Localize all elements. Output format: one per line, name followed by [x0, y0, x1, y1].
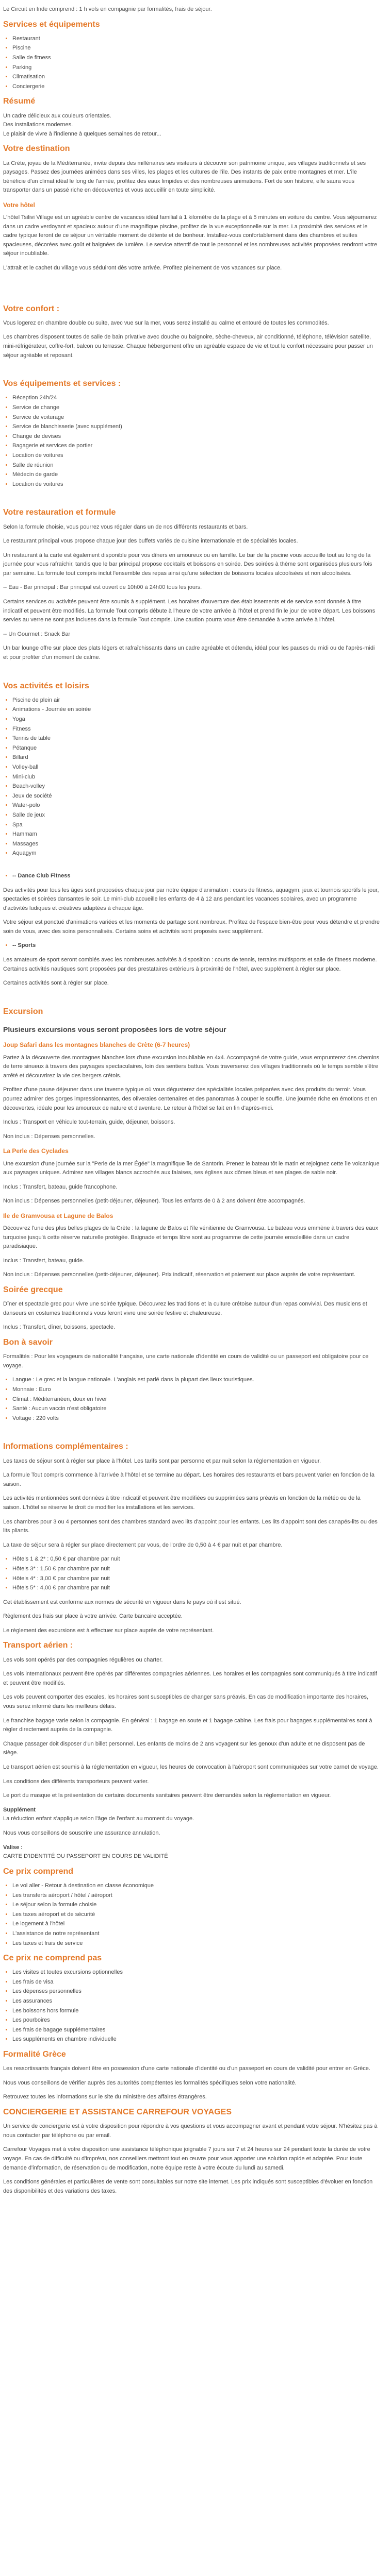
list-item: • Les boissons hors formule [12, 2007, 380, 2016]
list-item: • Jeux de société [12, 792, 380, 801]
list-item: • Hammam [12, 830, 380, 839]
activities-section [3, 681, 380, 988]
excursion-paragraph: Inclus : Transfert, bateau, guide. [3, 1257, 85, 1264]
list-item: • Monnaie : Euro [12, 1385, 380, 1395]
transport-paragraph: Nous vous conseillons de souscrire une assurance annulation. [3, 1829, 160, 1836]
list-item: • Le vol aller - Retour à destination en classe économique [12, 1882, 380, 1891]
restauration-paragraph: Selon la formule choisie, vous pourrez vous régaler dans un de nos différents restaurants et bars. [3, 523, 248, 530]
list-item: • Hôtels 3* : 1,50 € par chambre par nuit [12, 1565, 380, 1574]
destination-paragraph: La Crète, joyau de la Méditerranée, invite depuis des millénaires ses visiteurs à découvrir son patrimoine unique, ses villages traditionnels et ses paysages. Passez des journées animées dans ses villes, les plages et les cultures de l'île. Des instants de paix entre montagnes et mer. L'île bénéficie d'un climat idéal le long de l'année, profitez des eaux limpides et des nombreuses animations. Fort de son histoire, elle saura vous transporter dans un passé riche en découvertes et vous accueillir en toute simplicité. [3, 160, 366, 194]
list-item: • Les transferts aéroport / hôtel / aéroport [12, 1891, 380, 1901]
list-item: • Les frais de visa [12, 1978, 380, 1987]
list-item: • Les taxes et frais de service [12, 1939, 380, 1948]
transport-paragraph: Chaque passager doit disposer d'un billet personnel. Les enfants de moins de 2 ans voyagent sur les genoux d'un adulte et ne disposent pas de siège. [3, 1740, 365, 1756]
services-section [3, 20, 380, 92]
list-item: • Hôtels 1 & 2* : 0,50 € par chambre par nuit [12, 1555, 380, 1564]
activities-sub-list [3, 872, 380, 881]
list-item: • Aquagym [12, 849, 380, 858]
transport-section [3, 1640, 380, 1861]
list-item: • Service de change [12, 403, 380, 413]
transport-paragraph: Les conditions des différents transporteurs peuvent varier. [3, 1778, 149, 1785]
transport-paragraph: Le port du masque et la présentation de certains documents sanitaires peuvent être demandés selon la réglementation en vigueur. [3, 1792, 331, 1799]
conciergerie-paragraph: Les conditions générales et particulières de vente sont consultables sur notre site internet. Les prix indiqués sont susceptibles d'évoluer en fonction des disponibilités et des variations des taxes. [3, 2179, 373, 2194]
restauration-label: -- Un Gourmet : Snack Bar [3, 631, 71, 637]
list-item: • Piscine [12, 44, 380, 53]
list-item: • -- Sports [12, 941, 380, 951]
excursion-section [3, 1007, 380, 1280]
bon-savoir-section [3, 1337, 380, 1423]
excursion-title: Excursion [3, 1007, 43, 1016]
resume-title: Résumé [3, 97, 36, 106]
list-item: • Animations - Journée en soirée [12, 705, 380, 715]
list-item: • Salle de jeux [12, 811, 380, 820]
excursion-paragraph: Profitez d'une pause déjeuner dans une taverne typique où vous dégusterez des spécialités locales préparées avec des produits du terroir. Vous pourrez admirer des gorges impressionnantes, des oliveraies centenaires et des panoramas à couper le souffle. Une journée riche en émotions et en découvertes, idéale pour les amoureux de nature et d'aventure. Le retour à l'hôtel se fait en fin d'après-midi. [3, 1087, 377, 1111]
restauration-title: Votre restauration et formule [3, 508, 116, 517]
resume-paragraph: Un cadre délicieux aux couleurs orientales. [3, 112, 111, 119]
excursion-paragraph: Inclus : Transport en véhicule tout-terrain, guide, déjeuner, boissons. [3, 1119, 175, 1126]
list-item: • Langue : Le grec et la langue nationale. L'anglais est parlé dans la plupart des lieux touristiques. [12, 1376, 380, 1385]
list-item: • Service de blanchisserie (avec supplément) [12, 422, 380, 432]
transport-label: Supplément [3, 1806, 36, 1813]
comfort-title: Votre confort : [3, 304, 60, 313]
conciergerie-paragraph: Carrefour Voyages met à votre disposition une assistance téléphonique joignable 7 jours sur 7 et 24 heures sur 24 pendant toute la durée de votre voyage. En cas de difficulté ou d'imprévu, nos conseillers mettront tout en œuvre pour vous apporter une solution rapide et adaptée. Pour toute demande d'information, de réservation ou de modification, notre équipe reste à votre écoute du lundi au samedi. [3, 2146, 370, 2171]
not-included-section [3, 1953, 380, 2044]
transport-paragraph: Le franchise bagage varie selon la compagnie. En général : 1 bagage en soute et 1 bagage cabine. Les frais pour bagages supplémentaires sont à régler directement auprès de la compagnie. [3, 1717, 372, 1733]
list-item: • L'assistance de notre représentant [12, 1929, 380, 1939]
list-item: • Les visites et toutes excursions optionnelles [12, 1968, 380, 1977]
excursion-paragraph: Inclus : Transfert, bateau, guide francophone. [3, 1183, 118, 1190]
bon-savoir-paragraph: Formalités : Pour les voyageurs de nationalité française, une carte nationale d'identité en cours de validité ou un passeport est obligatoire pour ce voyage. [3, 1353, 369, 1369]
destination-section [3, 144, 380, 273]
transport-paragraph: Les vols peuvent comporter des escales, les horaires sont susceptibles de changer sans préavis. En cas de modification importante des horaires, vous serez informé dans les meilleurs délais. [3, 1694, 369, 1710]
bon-savoir-list [3, 1376, 380, 1423]
not-included-title: Ce prix ne comprend pas [3, 1954, 102, 1963]
formalite-title: Formalité Grèce [3, 2050, 66, 2059]
conciergerie-title: CONCIERGERIE ET ASSISTANCE CARREFOUR VOYAGES [3, 2108, 232, 2117]
list-item: • Yoga [12, 715, 380, 724]
restauration-paragraph: Un restaurant à la carte est également disponible pour vos dîners en amoureux ou en famille. Le bar de la piscine vous accueille tout au long de la journée pour vous rafraîchir, tandis que le bar principal propose cocktails et boissons en soirée. Des soirées à thème sont organisées plusieurs fois par semaine. La formule tout compris inclut l'ensemble des repas ainsi qu'une sélection de boissons locales alcoolisées et non alcoolisées. [3, 552, 372, 577]
excursion-paragraph: Non inclus : Dépenses personnelles. [3, 1133, 95, 1140]
list-item: • Hôtels 4* : 3,00 € par chambre par nuit [12, 1574, 380, 1584]
included-section [3, 1867, 380, 1948]
activities-paragraph: Votre séjour est ponctué d'animations variées et les moments de partage sont nombreux. Profitez de l'espace bien-être pour vous détendre et prendre soin de vous, avec des soins personnalisés. Certains soins et activités sont proposés avec supplément. [3, 919, 380, 935]
list-item: • Spa [12, 821, 380, 830]
equipment-title: Vos équipements et services : [3, 379, 121, 388]
soiree-title: Soirée grecque [3, 1285, 63, 1295]
transport-label: Valise : [3, 1844, 23, 1851]
transport-paragraph: Les vols internationaux peuvent être opérés par différentes compagnies aériennes. Les horaires et les compagnies sont communiqués à titre indicatif et peuvent être modifiés. [3, 1671, 377, 1686]
excursion-heading: La Perle des Cyclades [3, 1147, 69, 1155]
list-item: • Les assurances [12, 1997, 380, 2006]
formalite-paragraph: Les ressortissants français doivent être en possession d'une carte nationale d'identité ou d'un passeport en cours de validité pour entrer en Grèce. [3, 2065, 370, 2072]
excursion-heading: Ile de Gramvousa et Lagune de Balos [3, 1212, 113, 1219]
list-item: • Parking [12, 63, 380, 73]
list-item: • Santé : Aucun vaccin n'est obligatoire [12, 1404, 380, 1414]
excursion-paragraph: Non inclus : Dépenses personnelles (petit-déjeuner, déjeuner). Tous les enfants de 0 à 2 ans doivent être accompagnés. [3, 1198, 305, 1205]
restauration-label: -- Eau - Bar principal : Bar principal est ouvert de 10h00 à 24h00 tous les jours. [3, 584, 202, 591]
infos-paragraph: Le règlement des excursions est à effectuer sur place auprès de votre représentant. [3, 1627, 214, 1634]
list-item: • Water-polo [12, 801, 380, 810]
intro-text: Le Circuit en Inde comprend : 1 h vols en compagnie par formalités, frais de séjour. [3, 6, 212, 12]
list-item: • Conciergerie [12, 82, 380, 92]
list-item: • Les taxes aéroport et de sécurité [12, 1910, 380, 1920]
restauration-paragraph: Le restaurant principal vous propose chaque jour des buffets variés de cuisine internationale et de spécialités locales. [3, 538, 298, 545]
equipment-list [3, 394, 380, 489]
list-item: • Les dépenses personnelles [12, 1987, 380, 1996]
activities-paragraph: Certaines activités sont à régler sur place. [3, 980, 109, 987]
infos-section [3, 1442, 380, 1635]
excursion-paragraph: Une excursion d'une journée sur la "Perle de la mer Égée" la magnifique île de Santorin. Prenez le bateau tôt le matin et rejoignez cette île volcanique aux paysages uniques. Admirez ses villages blancs accrochés aux falaises, ses églises aux dômes bleus et ses plages de sable noir. [3, 1160, 380, 1176]
list-item: • Location de voitures [12, 451, 380, 461]
bon-savoir-title: Bon à savoir [3, 1338, 53, 1347]
list-item: • Bagagerie et services de portier [12, 442, 380, 451]
list-item: • Salle de fitness [12, 54, 380, 63]
soiree-section [3, 1285, 380, 1332]
activities-list [3, 696, 380, 858]
restauration-section [3, 507, 380, 662]
tax-list [3, 1555, 380, 1592]
soiree-paragraph: Inclus : Transfert, dîner, boissons, spectacle. [3, 1324, 116, 1331]
excursion-paragraph: Partez à la découverte des montagnes blanches lors d'une excursion inoubliable en 4x4. Accompagné de votre guide, vous emprunterez des chemins de terre sinueux à travers des paysages spectaculaires, loin des sentiers battus. Vous traverserez des villages traditionnels où le temps semble s'être arrêté et découvrirez la vie des bergers crétois. [3, 1054, 380, 1079]
list-item: • Service de voiturage [12, 413, 380, 422]
hotel-subtitle: Votre hôtel [3, 201, 35, 209]
transport-title: Transport aérien : [3, 1641, 73, 1650]
list-item: • Salle de réunion [12, 461, 380, 470]
excursion-subtitle: Plusieurs excursions vous seront proposées lors de votre séjour [3, 1025, 226, 1034]
list-item: • Location de voitures [12, 480, 380, 489]
conciergerie-section [3, 2107, 380, 2196]
excursion-paragraph: Non inclus : Dépenses personnelles (petit-déjeuner, déjeuner). Prix indicatif, réservation et paiement sur place auprès de votre représentant. [3, 1272, 355, 1278]
hotel-paragraph: L'attrait et le cachet du village vous séduiront dès votre arrivée. Profitez pleinement de vos vacances sur place. [3, 265, 282, 272]
comfort-section [3, 304, 380, 361]
infos-title: Informations complémentaires : [3, 1442, 128, 1451]
formalite-paragraph: Nous vous conseillons de vérifier auprès des autorités compétentes les formalités spécifiques selon votre nationalité. [3, 2079, 297, 2086]
transport-paragraph: La réduction enfant s'applique selon l'âge de l'enfant au moment du voyage. [3, 1816, 194, 1822]
list-item: • Restaurant [12, 35, 380, 44]
list-item: • Beach-volley [12, 782, 380, 791]
list-item: • Tennis de table [12, 734, 380, 743]
list-item: • Change de devises [12, 432, 380, 442]
services-list [3, 35, 380, 92]
list-item: • Massages [12, 840, 380, 849]
excursion-heading: Joup Safari dans les montagnes blanches de Crète (6-7 heures) [3, 1041, 190, 1049]
hotel-paragraph: L'hôtel Tsilivi Village est un agréable centre de vacances idéal familial à 1 kilomètre de la plage et à 5 minutes en voiture du centre. Vous séjournerez dans un cadre verdoyant et spacieux autour d'une magnifique piscine, profitez de la vue exceptionnelle sur la mer. La proximité des services et le cadre typique feront de ce séjour un véritable moment de détente et de bonheur. Installez-vous confortablement dans des chambres et suites spacieuses, décorées avec goût et baignées de lumière. Le service attentif de tout le personnel et les nombreuses activités proposées rendront votre séjour inoubliable. [3, 214, 378, 257]
list-item: • Réception 24h/24 [12, 394, 380, 403]
activities-title: Vos activités et loisirs [3, 681, 89, 690]
infos-paragraph: Règlement des frais sur place à votre arrivée. Carte bancaire acceptée. [3, 1613, 183, 1620]
activities-paragraph: Des activités pour tous les âges sont proposées chaque jour par notre équipe d'animation : cours de fitness, aquagym, jeux et tournois sportifs le jour, spectacles et soirées dansantes le soir. Le mini-club accueille les enfants de 4 à 12 ans pendant les vacances scolaires, avec un programme d'activités ludiques et créatives adaptées à chaque âge. [3, 887, 379, 911]
infos-paragraph: La formule Tout compris commence à l'arrivée à l'hôtel et se termine au départ. Les horaires des restaurants et bars peuvent varier en fonction de la saison. [3, 1472, 374, 1487]
list-item: • -- Dance Club Fitness [12, 872, 380, 881]
excursion-paragraph: Découvrez l'une des plus belles plages de la Crète : la lagune de Balos et l'île vénitienne de Gramvousa. Le bateau vous emmène à travers des eaux turquoise jusqu'à cette réserve naturelle protégée. Baignade et temps libre sont au programme de cette journée ensoleillée dans un cadre paradisiaque. [3, 1225, 378, 1250]
infos-paragraph: La taxe de séjour sera à régler sur place directement par vous, de l'ordre de 0,50 à 4 € par nuit et par chambre. [3, 1541, 283, 1548]
infos-paragraph: Les activités mentionnées sont données à titre indicatif et peuvent être modifiées ou supprimées sans préavis en fonction de la météo ou de la saison. L'hôtel se réserve le droit de modifier les installations et les services. [3, 1495, 361, 1511]
infos-paragraph: Cet établissement est conforme aux normes de sécurité en vigueur dans le pays où il est situé. [3, 1599, 241, 1605]
list-item: • Billard [12, 753, 380, 762]
list-item: • Mini-club [12, 773, 380, 782]
resume-section [3, 96, 380, 139]
comfort-paragraph: Vous logerez en chambre double ou suite, avec vue sur la mer, vous serez installé au calme et entouré de toutes les commodités. [3, 319, 329, 326]
infos-paragraph: Les taxes de séjour sont à régler sur place à l'hôtel. Les tarifs sont par personne et par nuit selon la réglementation en vigueur. [3, 1458, 321, 1464]
transport-paragraph: Les vols sont opérés par des compagnies régulières ou charter. [3, 1656, 163, 1663]
included-title: Ce prix comprend [3, 1867, 74, 1876]
list-item: • Les suppléments en chambre individuelle [12, 2035, 380, 2044]
services-title: Services et équipements [3, 20, 100, 29]
formalite-paragraph: Retrouvez toutes les informations sur le site du ministère des affaires étrangères. [3, 2094, 207, 2100]
comfort-paragraph: Les chambres disposent toutes de salle de bain privative avec douche ou baignoire, sèche-cheveux, air conditionné, téléphone, télévision satellite, mini-réfrigérateur, coffre-fort, balcon ou terrasse. Chaque hébergement offre un agréable espace de vie et tout le confort nécessaire pour passer un séjour agréable et reposant. [3, 334, 373, 359]
soiree-paragraph: Dîner et spectacle grec pour vivre une soirée typique. Découvrez les traditions et la culture crétoise autour d'un repas convivial. Des musiciens et danseurs en costumes traditionnels vous feront vivre une soirée festive et chaleureuse. [3, 1301, 367, 1316]
list-item: • Les frais de bagage supplémentaires [12, 2026, 380, 2035]
equipment-section [3, 379, 380, 489]
included-list [3, 1882, 380, 1948]
list-item: • Pétanque [12, 744, 380, 753]
list-item: • Climatisation [12, 73, 380, 82]
list-item: • Le séjour selon la formule choisie [12, 1901, 380, 1910]
not-included-list [3, 1968, 380, 2044]
list-item: • Voltage : 220 volts [12, 1414, 380, 1423]
resume-paragraph: Le plaisir de vivre à l'indienne à quelques semaines de retour... [3, 130, 161, 137]
activities-paragraph: Les amateurs de sport seront comblés avec les nombreuses activités à disposition : courts de tennis, terrains multisports et salle de fitness moderne. Certaines activités nautiques sont proposées par des prestataires extérieurs à proximité de l'hôtel, avec supplément à régler sur place. [3, 957, 377, 972]
sports-sub-list [3, 941, 380, 951]
transport-paragraph: CARTE D'IDENTITÉ OU PASSEPORT EN COURS DE VALIDITÉ [3, 1853, 168, 1860]
list-item: • Les pourboires [12, 2016, 380, 2025]
conciergerie-paragraph: Un service de conciergerie est à votre disposition pour répondre à vos questions et vous accompagner avant et pendant votre séjour. N'hésitez pas à nous contacter par téléphone ou par email. [3, 2123, 378, 2139]
list-item: • Volley-ball [12, 763, 380, 772]
list-item: • Hôtels 5* : 4,00 € par chambre par nuit [12, 1584, 380, 1593]
list-item: • Médecin de garde [12, 470, 380, 480]
list-item: • Le logement à l'hôtel [12, 1920, 380, 1929]
list-item: • Fitness [12, 725, 380, 734]
formalite-section [3, 2049, 380, 2102]
restauration-paragraph: Certains services ou activités peuvent être soumis à supplément. Les horaires d'ouverture des établissements et de service sont donnés à titre indicatif et peuvent être modifiés. La formule Tout compris débute à l'heure de votre arrivée à l'hôtel et prend fin le jour de votre départ. Les boissons servies au verre ne sont pas incluses dans la formule Tout compris. Une caution pourra vous être demandée à votre arrivée à l'hôtel. [3, 599, 376, 623]
infos-paragraph: Les chambres pour 3 ou 4 personnes sont des chambres standard avec lits d'appoint pour les enfants. Les lits d'appoint sont des canapés-lits ou des lits pliants. [3, 1518, 378, 1534]
transport-paragraph: Le transport aérien est soumis à la réglementation en vigueur, les heures de convocation à l'aéroport sont communiquées sur votre carnet de voyage. [3, 1764, 379, 1771]
destination-title: Votre destination [3, 144, 70, 154]
list-item: • Climat : Méditerranéen, doux en hiver [12, 1395, 380, 1404]
restauration-paragraph: Un bar lounge offre sur place des plats légers et rafraîchissants dans un cadre agréable et détendu, idéal pour les pauses du midi ou de l'après-midi et pour profiter d'un moment de calme. [3, 645, 375, 661]
resume-paragraph: Des installations modernes. [3, 122, 73, 128]
list-item: • Piscine de plein air [12, 696, 380, 705]
